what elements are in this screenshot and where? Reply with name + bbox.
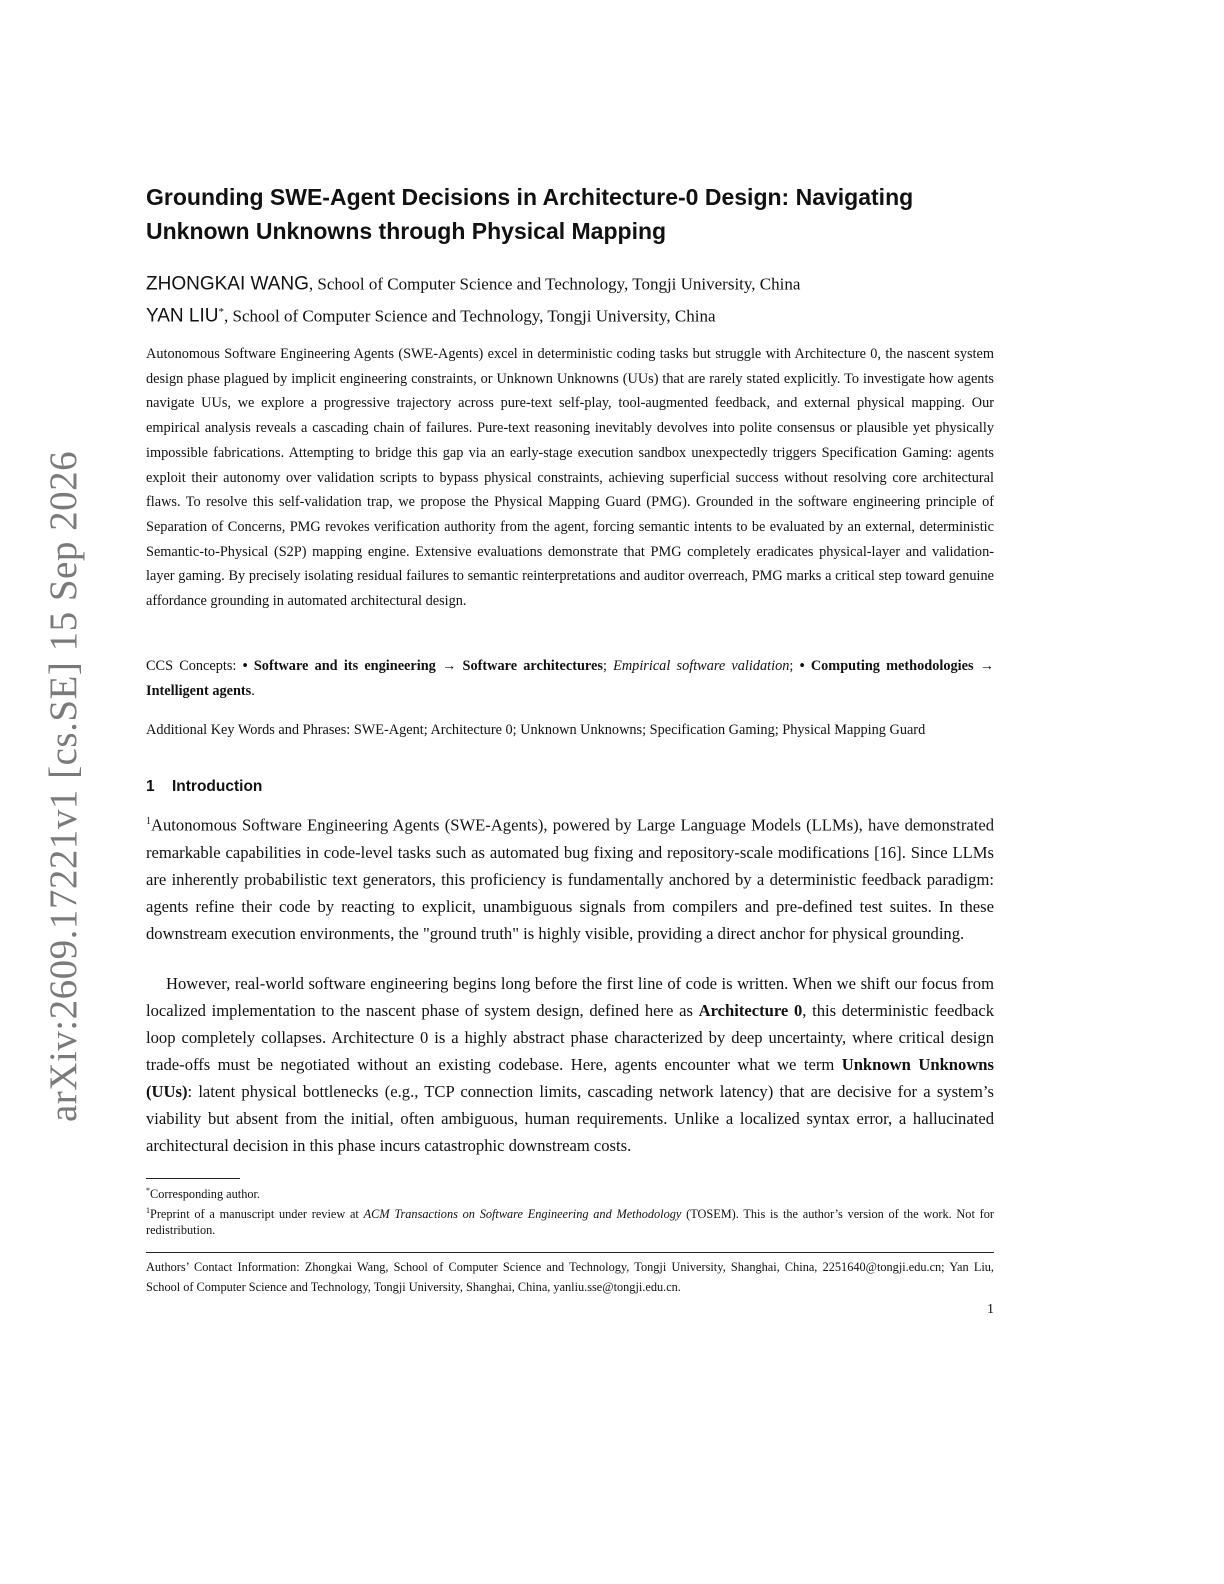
footnote-marker: * [146,1186,150,1195]
ccs-concept: Computing methodologies [810,658,974,674]
paragraph-text: : latent physical bottlenecks (e.g., TCP connection limits, cascading network latency) that are decisive for a system’s viability but absent from the initial, often ambiguous, human requirements. Unlike a localized syntax error, a hallucinated architectural decision in this phase incurs catastrophic downstream costs. [146,1082,994,1155]
ccs-separator: ; [602,658,614,674]
footnote-text: (TOSEM). This is the author’s version of the work. Not for redistribution. [146,1206,994,1238]
paper-title: Grounding SWE-Agent Decisions in Architecture-0 Design: Navigating Unknown Unknowns through Physical Mapping [146,184,914,244]
ccs-separator: ; [789,658,800,674]
author-contact-information: Authors’ Contact Information: Zhongkai Wang, School of Computer Science and Technology, Tongji University, Shanghai, China, 2251640@tongji.edu.cn; Yan Liu, School of Computer Science and Technology, Tongji University, Shanghai, China, yanliu.sse@tongji.edu.cn. [146,1260,994,1294]
author-line-1 [146,268,994,297]
section-title: Introduction [172,778,263,795]
intro-paragraph-2 [146,970,994,1159]
term-unknown-unknowns: Unknown Unknowns (UUs) [146,1055,994,1101]
author-name: YAN LIU [146,305,219,327]
ccs-label: CCS Concepts: [146,658,243,674]
author-name: ZHONGKAI WANG [146,273,309,295]
author-affiliation: , School of Computer Science and Technology, Tongji University, China [224,306,716,326]
keywords: Additional Key Words and Phrases: SWE-Agent; Architecture 0; Unknown Unknowns; Specification Gaming; Physical Mapping Guard [146,722,926,738]
journal-name: ACM Transactions on Software Engineering and Methodology [363,1206,682,1221]
section-heading [146,775,262,799]
ccs-arrow: → [435,658,463,674]
ccs-end: . [251,682,255,699]
contact-divider [146,1252,994,1253]
author-line-2 [146,300,994,329]
footnote-text: Preprint of a manuscript under review at [150,1206,364,1221]
ccs-bullet: • [799,658,811,674]
ccs-concepts [146,654,994,703]
footnote-2 [146,1203,994,1239]
arxiv-identifier-stamp: arXiv:2609.17221v1 [cs.SE] 15 Sep 2026 [42,450,85,1122]
footnote-text: Corresponding author. [150,1187,260,1202]
footnote-1 [146,1183,994,1203]
ccs-concept: Software architectures [462,658,603,674]
ccs-bullet: • [242,658,254,674]
footnote-marker: 1 [146,816,151,827]
section-number: 1 [146,778,155,795]
ccs-concept: Empirical software validation [613,658,790,674]
footnote-marker: 1 [146,1205,150,1215]
paragraph-text: Autonomous Software Engineering Agents (SWE-Agents), powered by Large Language Models (LLMs), have demonstrated remarkable capabilities in code-level tasks such as automated bug fixing and repository-scale modifications [16]. Since LLMs are inherently probabilistic text generators, this proficiency is fundamentally anchored by a deterministic feedback paradigm: agents refine their code by reacting to explicit, unambiguous signals from compilers and pre-defined test suites. In these downstream execution environments, the "ground truth" is highly visible, providing a direct anchor for physical grounding. [146,815,994,943]
paragraph-text: However, real-world software engineering begins long before the first line of code is written. When we shift our focus from localized implementation to the nascent phase of system design, defined here as [146,974,994,1020]
footnotes [146,1183,994,1239]
ccs-concept: Software and its engineering [253,658,436,674]
author-affiliation: , School of Computer Science and Technology, Tongji University, China [308,274,801,294]
intro-paragraph-1 [146,808,994,947]
ccs-concept: Intelligent agents [146,682,252,699]
term-architecture-0: Architecture 0 [698,1001,803,1020]
page-number: 1 [987,1302,994,1317]
ccs-arrow: → [973,658,995,674]
paragraph-text: , this deterministic feedback loop completely collapses. Architecture 0 is a highly abstract phase characterized by deep uncertainty, where critical design trade-offs must be negotiated without an existing codebase. Here, agents encounter what we term [146,1001,994,1074]
footnote-divider [146,1178,240,1179]
abstract: Autonomous Software Engineering Agents (SWE-Agents) excel in deterministic coding tasks but struggle with Architecture 0, the nascent system design phase plagued by implicit engineering constraints, or Unknown Unknowns (UUs) that are rarely stated explicitly. To investigate how agents navigate UUs, we explore a progressive trajectory across pure-text self-play, tool-augmented feedback, and external physical mapping. Our empirical analysis reveals a cascading chain of failures. Pure-text reasoning inevitably devolves into polite consensus or plausible yet physically impossible fabrications. Attempting to bridge this gap via an early-stage execution sandbox unexpectedly triggers Specification Gaming: agents exploit their autonomy over validation scripts to bypass physical constraints, achieving superficial success without resolving core architectural flaws. To resolve this self-validation trap, we propose the Physical Mapping Guard (PMG). Grounded in the software engineering principle of Separation of Concerns, PMG revokes verification authority from the agent, forcing semantic intents to be evaluated by an external, deterministic Semantic-to-Physical (S2P) mapping engine. Extensive evaluations demonstrate that PMG completely eradicates physical-layer and validation-layer gaming. By precisely isolating residual failures to semantic reinterpretations and auditor overreach, PMG marks a critical step toward genuine affordance grounding in automated architectural design. [146,346,994,610]
corresponding-author-marker: * [218,306,225,318]
